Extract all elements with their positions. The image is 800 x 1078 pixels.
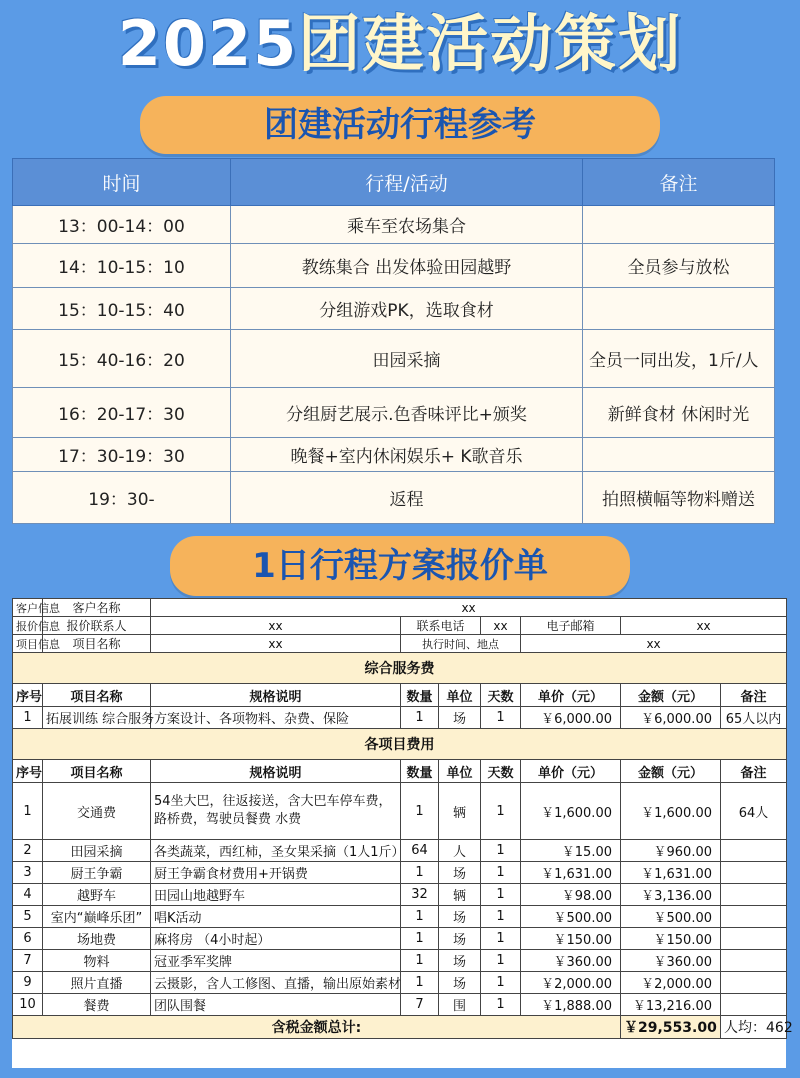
total-amount: ￥29,553.00 (621, 1016, 721, 1039)
phone-value: xx (481, 617, 521, 635)
cell-name: 餐费 (43, 994, 151, 1016)
quote-header-row (13, 760, 787, 783)
cell-unit: 场 (439, 906, 481, 928)
cell-spec: 54坐大巴，往返接送，含大巴车停车费，路桥费，驾驶员餐费 水费 (151, 783, 401, 840)
quote-item-row (13, 928, 787, 950)
schedule-row (13, 472, 775, 524)
project-name-label: 项目名称 (43, 635, 151, 653)
cell-no: 2 (13, 840, 43, 862)
cell-no: 5 (13, 906, 43, 928)
cell-days: 1 (481, 707, 521, 729)
project-label: 项目信息 (13, 635, 43, 653)
cell-price: ￥1,600.00 (521, 783, 621, 840)
cell-price: ￥2,000.00 (521, 972, 621, 994)
schedule-activity: 晚餐+室内休闲娱乐+ K歌音乐 (231, 438, 583, 472)
cell-amount: ￥500.00 (621, 906, 721, 928)
schedule-table (12, 158, 775, 524)
cell-spec: 麻将房 （4小时起） (151, 928, 401, 950)
cell-qty: 1 (401, 783, 439, 840)
schedule-note: 新鲜食材 休闲时光 (583, 388, 775, 438)
cell-amount: ￥1,631.00 (621, 862, 721, 884)
schedule-note: 全员一同出发，1斤/人 (583, 330, 775, 388)
cell-unit: 辆 (439, 884, 481, 906)
cell-name: 交通费 (43, 783, 151, 840)
cell-amount: ￥960.00 (621, 840, 721, 862)
cell-amount: ￥150.00 (621, 928, 721, 950)
schedule-note: 全员参与放松 (583, 244, 775, 288)
col-spec: 规格说明 (151, 760, 401, 783)
cell-qty: 1 (401, 972, 439, 994)
schedule-time: 19：30- (13, 472, 231, 524)
phone-label: 联系电话 (401, 617, 481, 635)
cell-note (721, 840, 787, 862)
schedule-time: 15：40-16：20 (13, 330, 231, 388)
customer-label: 客户信息 (13, 599, 43, 617)
cell-no: 3 (13, 862, 43, 884)
project-name-value: xx (151, 635, 401, 653)
info-row-customer (13, 599, 787, 617)
schedule-time: 16：20-17：30 (13, 388, 231, 438)
cell-days: 1 (481, 928, 521, 950)
cell-price: ￥6,000.00 (521, 707, 621, 729)
cell-days: 1 (481, 840, 521, 862)
cell-amount: ￥13,216.00 (621, 994, 721, 1016)
col-spec: 规格说明 (151, 684, 401, 707)
cell-name: 物料 (43, 950, 151, 972)
contact-person-value: xx (151, 617, 401, 635)
cell-qty: 7 (401, 994, 439, 1016)
cell-days: 1 (481, 972, 521, 994)
cell-spec: 田园山地越野车 (151, 884, 401, 906)
cell-qty: 32 (401, 884, 439, 906)
cell-no: 1 (13, 707, 43, 729)
cell-no: 6 (13, 928, 43, 950)
col-activity: 行程/活动 (231, 159, 583, 206)
cell-unit: 辆 (439, 783, 481, 840)
cell-days: 1 (481, 783, 521, 840)
cell-price: ￥15.00 (521, 840, 621, 862)
schedule-row (13, 438, 775, 472)
schedule-activity: 分组厨艺展示.色香味评比+颁奖 (231, 388, 583, 438)
total-label: 含税金额总计: (13, 1016, 621, 1039)
cell-note: 65人以内 (721, 707, 787, 729)
section-items-row (13, 729, 787, 760)
cell-name: 越野车 (43, 884, 151, 906)
schedule-row (13, 388, 775, 438)
schedule-time: 17：30-19：30 (13, 438, 231, 472)
schedule-row (13, 330, 775, 388)
schedule-activity: 乘车至农场集合 (231, 206, 583, 244)
schedule-note: 拍照横幅等物料赠送 (583, 472, 775, 524)
cell-note (721, 862, 787, 884)
schedule-activity: 返程 (231, 472, 583, 524)
cell-qty: 1 (401, 950, 439, 972)
col-name: 项目名称 (43, 684, 151, 707)
col-note: 备注 (721, 760, 787, 783)
section-schedule-heading: 团建活动行程参考 (140, 96, 660, 154)
cell-days: 1 (481, 994, 521, 1016)
quote-item-row (13, 906, 787, 928)
col-unit: 单位 (439, 684, 481, 707)
quote-item-row (13, 840, 787, 862)
col-price: 单价（元） (521, 760, 621, 783)
cell-unit: 围 (439, 994, 481, 1016)
customer-name-value: xx (151, 599, 787, 617)
quote-item-row (13, 950, 787, 972)
col-note: 备注 (721, 684, 787, 707)
cell-note (721, 928, 787, 950)
quote-sheet (12, 598, 793, 1068)
schedule-activity: 田园采摘 (231, 330, 583, 388)
col-no: 序号 (13, 760, 43, 783)
cell-spec: 厨王争霸食材费用+开锅费 (151, 862, 401, 884)
cell-spec: 各类蔬菜，西红柿，圣女果采摘（1人1斤） (151, 840, 401, 862)
quote-item-row (13, 994, 787, 1016)
cell-unit: 场 (439, 972, 481, 994)
cell-days: 1 (481, 884, 521, 906)
col-days: 天数 (481, 684, 521, 707)
cell-price: ￥360.00 (521, 950, 621, 972)
cell-unit: 场 (439, 707, 481, 729)
cell-note (721, 994, 787, 1016)
title-year: 2025 (117, 7, 299, 80)
cell-days: 1 (481, 862, 521, 884)
cell-name: 室内“巅峰乐团” (43, 906, 151, 928)
cell-spec: 冠亚季军奖牌 (151, 950, 401, 972)
schedule-row (13, 206, 775, 244)
col-amount: 金额（元） (621, 760, 721, 783)
cell-amount: ￥3,136.00 (621, 884, 721, 906)
customer-name-label: 客户名称 (43, 599, 151, 617)
section-quote-heading: 1日行程方案报价单 (170, 536, 630, 596)
info-row-project (13, 635, 787, 653)
cell-note (721, 884, 787, 906)
cell-price: ￥1,888.00 (521, 994, 621, 1016)
cell-unit: 场 (439, 862, 481, 884)
schedule-row (13, 288, 775, 330)
quote-item-row (13, 783, 787, 840)
cell-no: 7 (13, 950, 43, 972)
cell-note (721, 906, 787, 928)
cell-amount: ￥360.00 (621, 950, 721, 972)
col-qty: 数量 (401, 760, 439, 783)
cell-price: ￥98.00 (521, 884, 621, 906)
cell-spec: 团队围餐 (151, 994, 401, 1016)
quote-header-row (13, 684, 787, 707)
cell-days: 1 (481, 906, 521, 928)
cell-price: ￥500.00 (521, 906, 621, 928)
col-days: 天数 (481, 760, 521, 783)
per-person: 人均：462 (721, 1016, 787, 1039)
time-place-label: 执行时间、地点 (401, 635, 521, 653)
schedule-row (13, 244, 775, 288)
schedule-time: 15：10-15：40 (13, 288, 231, 330)
cell-amount: ￥2,000.00 (621, 972, 721, 994)
cell-name: 场地费 (43, 928, 151, 950)
cell-name: 拓展训练 综合服务 (43, 707, 151, 729)
cell-unit: 人 (439, 840, 481, 862)
schedule-header-row (13, 159, 775, 206)
email-value: xx (621, 617, 787, 635)
contact-person-label: 报价联系人 (43, 617, 151, 635)
cell-note (721, 950, 787, 972)
schedule-time: 14：10-15：10 (13, 244, 231, 288)
cell-name: 田园采摘 (43, 840, 151, 862)
col-no: 序号 (13, 684, 43, 707)
cell-name: 照片直播 (43, 972, 151, 994)
schedule-activity: 分组游戏PK，选取食材 (231, 288, 583, 330)
cell-no: 10 (13, 994, 43, 1016)
email-label: 电子邮箱 (521, 617, 621, 635)
schedule-note (583, 206, 775, 244)
cell-unit: 场 (439, 928, 481, 950)
col-price: 单价（元） (521, 684, 621, 707)
cell-days: 1 (481, 950, 521, 972)
section-items-title: 各项目费用 (13, 729, 787, 760)
cell-amount: ￥1,600.00 (621, 783, 721, 840)
quote-item-row (13, 972, 787, 994)
schedule-note (583, 288, 775, 330)
quote-table (12, 598, 793, 1039)
cell-note (721, 972, 787, 994)
col-time: 时间 (13, 159, 231, 206)
quote-item-row (13, 862, 787, 884)
cell-amount: ￥6,000.00 (621, 707, 721, 729)
cell-spec: 云摄影，含人工修图、直播，输出原始素材 (151, 972, 401, 994)
quote-item-row (13, 707, 787, 729)
section-service-row (13, 653, 787, 684)
page-title (0, 0, 800, 88)
col-unit: 单位 (439, 760, 481, 783)
cell-qty: 1 (401, 862, 439, 884)
col-name: 项目名称 (43, 760, 151, 783)
total-row (13, 1016, 787, 1039)
section-service-title: 综合服务费 (13, 653, 787, 684)
cell-no: 9 (13, 972, 43, 994)
cell-price: ￥150.00 (521, 928, 621, 950)
cell-spec: 唱K活动 (151, 906, 401, 928)
info-row-contact (13, 617, 787, 635)
schedule-time: 13：00-14：00 (13, 206, 231, 244)
cell-spec: 方案设计、各项物料、杂费、保险 (151, 707, 401, 729)
cell-qty: 64 (401, 840, 439, 862)
col-qty: 数量 (401, 684, 439, 707)
col-note: 备注 (583, 159, 775, 206)
cell-name: 厨王争霸 (43, 862, 151, 884)
cell-price: ￥1,631.00 (521, 862, 621, 884)
cell-unit: 场 (439, 950, 481, 972)
cell-qty: 1 (401, 928, 439, 950)
cell-note: 64人 (721, 783, 787, 840)
schedule-activity: 教练集合 出发体验田园越野 (231, 244, 583, 288)
quote-item-row (13, 884, 787, 906)
contact-label: 报价信息 (13, 617, 43, 635)
time-place-value: xx (521, 635, 787, 653)
cell-no: 4 (13, 884, 43, 906)
schedule-note (583, 438, 775, 472)
title-text: 团建活动策划 (298, 7, 683, 80)
cell-qty: 1 (401, 906, 439, 928)
cell-no: 1 (13, 783, 43, 840)
cell-qty: 1 (401, 707, 439, 729)
col-amount: 金额（元） (621, 684, 721, 707)
